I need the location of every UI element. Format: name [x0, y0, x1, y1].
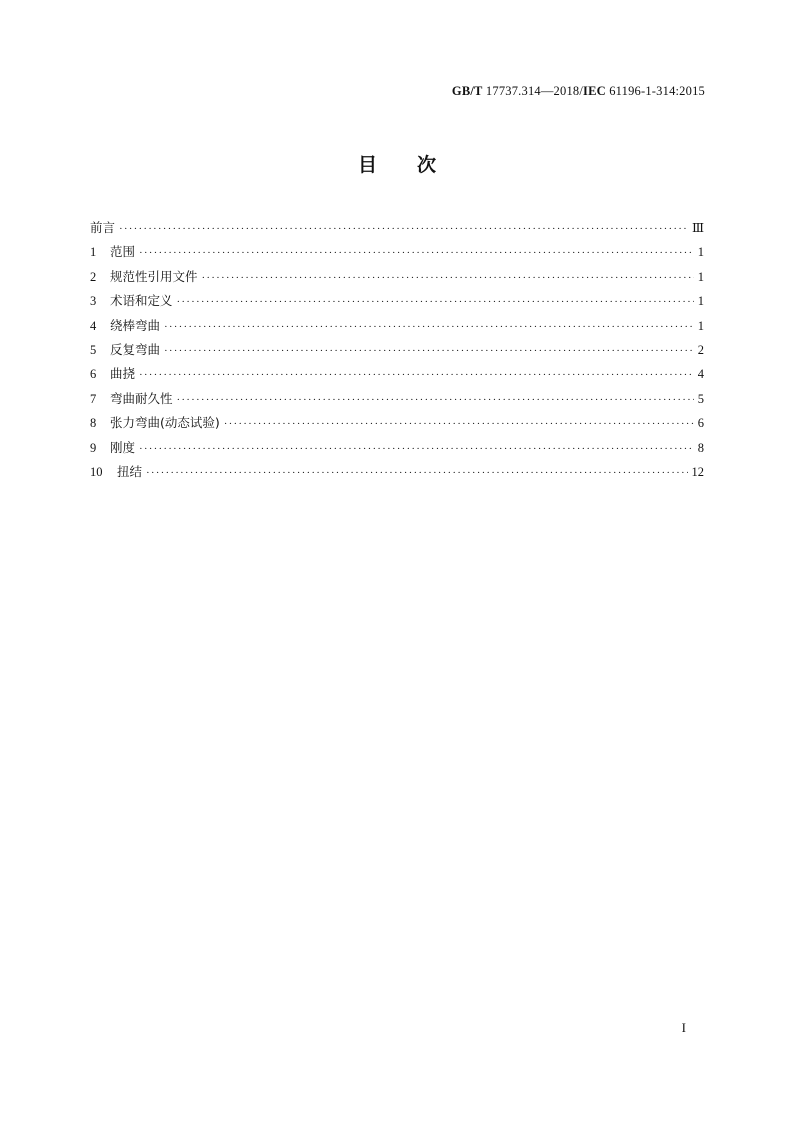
toc-entry-number: 6: [90, 367, 97, 382]
toc-entry-label: 扭结: [117, 463, 143, 479]
toc-entry[interactable]: [90, 240, 704, 264]
toc-entry[interactable]: [90, 387, 704, 411]
toc-entry-page: 1: [697, 269, 704, 284]
toc-dot-leader: [202, 266, 694, 290]
toc-entry-number: 8: [90, 416, 97, 431]
toc-entry-label: 术语和定义: [110, 293, 173, 309]
toc-entry-page: 1: [697, 294, 704, 309]
toc-dot-leader: [139, 363, 694, 387]
toc-entry-number: 3: [90, 294, 97, 309]
toc-entry-number: 2: [90, 269, 97, 284]
toc-dot-leader: [224, 412, 694, 436]
toc-entry-label: 刚度: [110, 439, 136, 455]
toc-entry[interactable]: [90, 436, 704, 460]
toc-entry-number: 10: [90, 464, 103, 479]
toc-title: 目次: [357, 154, 476, 176]
toc-entry-page: 8: [697, 440, 704, 455]
toc-dot-leader: [164, 339, 694, 363]
toc-entry-label: 绕棒弯曲: [110, 317, 161, 333]
toc-entry[interactable]: [90, 314, 704, 338]
toc-dot-leader: [177, 290, 694, 314]
toc-entry-label: 曲挠: [110, 366, 136, 382]
toc-entry-label: 反复弯曲: [110, 341, 161, 357]
toc-entry[interactable]: [90, 362, 704, 386]
toc-entry-label: 张力弯曲(动态试验): [110, 415, 220, 431]
toc-entry-page: 4: [697, 367, 704, 382]
toc-dot-leader: [146, 461, 687, 485]
standard-prefix: GB/T: [451, 84, 483, 98]
toc-entry[interactable]: [90, 265, 704, 289]
toc-entry-page: Ⅲ: [691, 221, 704, 235]
toc-entry[interactable]: [90, 289, 704, 313]
standard-number-header: [452, 84, 705, 99]
toc-entry-page: 1: [697, 318, 704, 333]
toc-entry-number: 1: [90, 245, 97, 260]
toc-entry-label: 规范性引用文件: [110, 268, 198, 284]
toc-entry-label: 弯曲耐久性: [110, 390, 173, 406]
iec-code: 61196-1-314:2015: [609, 84, 705, 98]
toc-dot-leader: [119, 217, 688, 241]
toc-entry[interactable]: [90, 411, 704, 435]
toc-entry-page: 1: [697, 245, 704, 260]
toc-entry-label: 范围: [110, 244, 136, 260]
toc-entry-number: 4: [90, 318, 97, 333]
toc-entry-page: 12: [691, 464, 704, 479]
standard-code: 17737.314—2018/: [485, 84, 584, 98]
toc-entry[interactable]: [90, 338, 704, 362]
toc-entry-number: 5: [90, 342, 97, 357]
toc-dot-leader: [139, 241, 694, 265]
toc-dot-leader: [177, 388, 694, 412]
toc-entry-page: 5: [697, 391, 704, 406]
table-of-contents: [90, 216, 704, 484]
iec-prefix: IEC: [583, 84, 606, 98]
toc-dot-leader: [164, 315, 694, 339]
toc-dot-leader: [139, 437, 694, 461]
toc-entry-number: 7: [90, 391, 97, 406]
toc-entry-label: 前言: [90, 220, 116, 235]
toc-entry-page: 6: [697, 416, 704, 431]
toc-entry-number: 9: [90, 440, 97, 455]
toc-entry[interactable]: [90, 460, 704, 484]
toc-entry[interactable]: [90, 216, 704, 240]
toc-entry-page: 2: [697, 342, 704, 357]
page-number: I: [681, 1020, 686, 1035]
